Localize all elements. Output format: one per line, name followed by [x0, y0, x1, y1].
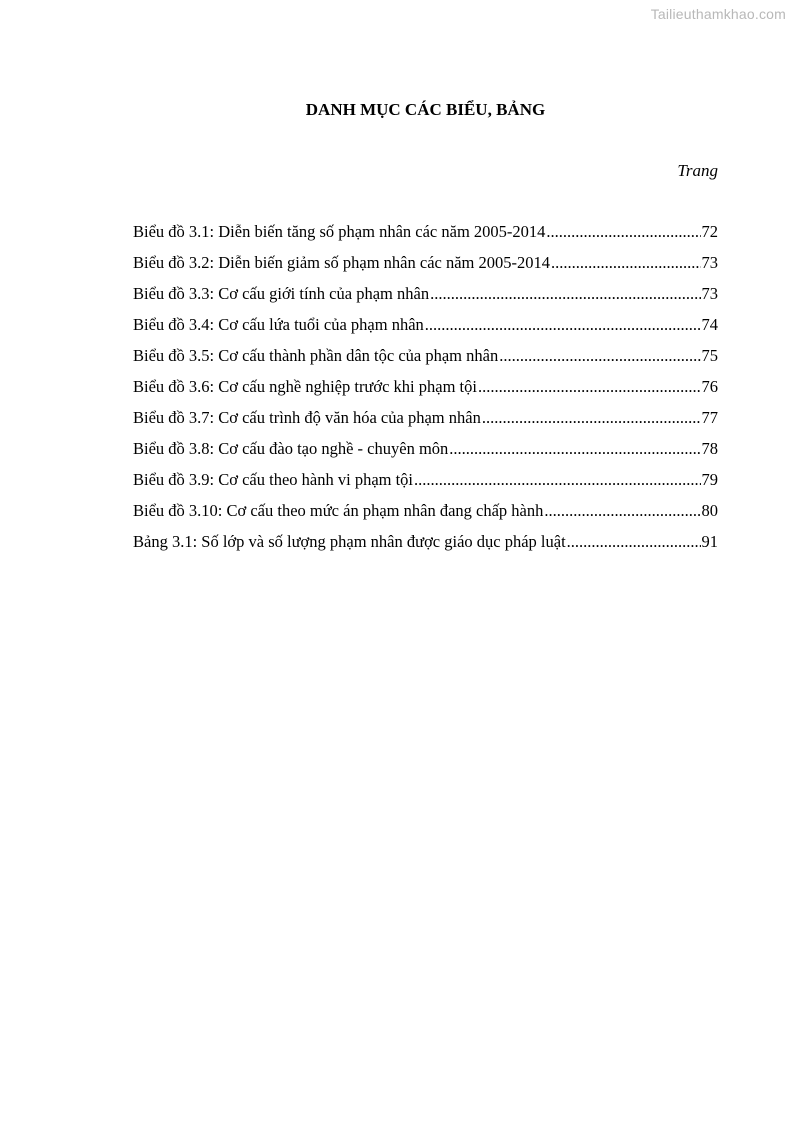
- toc-entry-label: Biểu đồ 3.3: Cơ cấu giới tính của phạm nhân: [133, 284, 430, 303]
- toc-entry-page: 73: [701, 253, 718, 272]
- toc-entry[interactable]: [133, 464, 718, 495]
- toc-entry-label: Biểu đồ 3.9: Cơ cấu theo hành vi phạm tội: [133, 470, 414, 489]
- toc-entry-label: Bảng 3.1: Số lớp và số lượng phạm nhân được giáo dục pháp luật: [133, 532, 566, 551]
- toc-entry-label: Biểu đồ 3.2: Diễn biến giảm số phạm nhân các năm 2005-2014: [133, 253, 550, 272]
- table-of-figures: [133, 216, 718, 557]
- toc-entry[interactable]: [133, 495, 718, 526]
- dot-leader: [414, 464, 700, 495]
- toc-entry-page: 72: [701, 222, 718, 241]
- dot-leader: [478, 371, 701, 402]
- toc-entry[interactable]: [133, 247, 718, 278]
- dot-leader: [567, 526, 701, 557]
- toc-entry[interactable]: [133, 278, 718, 309]
- toc-entry-label: Biểu đồ 3.8: Cơ cấu đào tạo nghề - chuyên môn: [133, 439, 449, 458]
- dot-leader: [546, 216, 700, 247]
- toc-entry-page: 80: [701, 501, 718, 520]
- dot-leader: [499, 340, 700, 371]
- dot-leader: [544, 495, 700, 526]
- toc-entry-page: 78: [701, 439, 718, 458]
- toc-entry-label: Biểu đồ 3.6: Cơ cấu nghề nghiệp trước khi phạm tội: [133, 377, 477, 396]
- toc-entry-page: 77: [701, 408, 718, 427]
- toc-entry-page: 76: [701, 377, 718, 396]
- toc-entry[interactable]: [133, 402, 718, 433]
- watermark-text: Tailieuthamkhao.com: [650, 6, 786, 22]
- page-title: DANH MỤC CÁC BIỂU, BẢNG: [305, 100, 546, 119]
- toc-entry[interactable]: [133, 216, 718, 247]
- toc-entry-label: Biểu đồ 3.1: Diễn biến tăng số phạm nhân các năm 2005-2014: [133, 222, 546, 241]
- toc-entry-label: Biểu đồ 3.5: Cơ cấu thành phần dân tộc của phạm nhân: [133, 346, 499, 365]
- toc-entry-page: 75: [701, 346, 718, 365]
- toc-entry-page: 73: [701, 284, 718, 303]
- dot-leader: [425, 309, 701, 340]
- toc-entry-label: Biểu đồ 3.10: Cơ cấu theo mức án phạm nhân đang chấp hành: [133, 501, 544, 520]
- toc-entry-page: 91: [701, 532, 718, 551]
- toc-entry[interactable]: [133, 371, 718, 402]
- dot-leader: [551, 247, 701, 278]
- toc-entry[interactable]: [133, 433, 718, 464]
- dot-leader: [449, 433, 700, 464]
- toc-entry-label: Biểu đồ 3.7: Cơ cấu trình độ văn hóa của phạm nhân: [133, 408, 481, 427]
- toc-entry[interactable]: [133, 526, 718, 557]
- toc-entry[interactable]: [133, 340, 718, 371]
- toc-entry-page: 79: [701, 470, 718, 489]
- toc-entry-page: 74: [701, 315, 718, 334]
- page-column-header: Trang: [677, 161, 718, 180]
- dot-leader: [482, 402, 701, 433]
- toc-entry-label: Biểu đồ 3.4: Cơ cấu lứa tuổi của phạm nhân: [133, 315, 424, 334]
- dot-leader: [430, 278, 700, 309]
- toc-entry[interactable]: [133, 309, 718, 340]
